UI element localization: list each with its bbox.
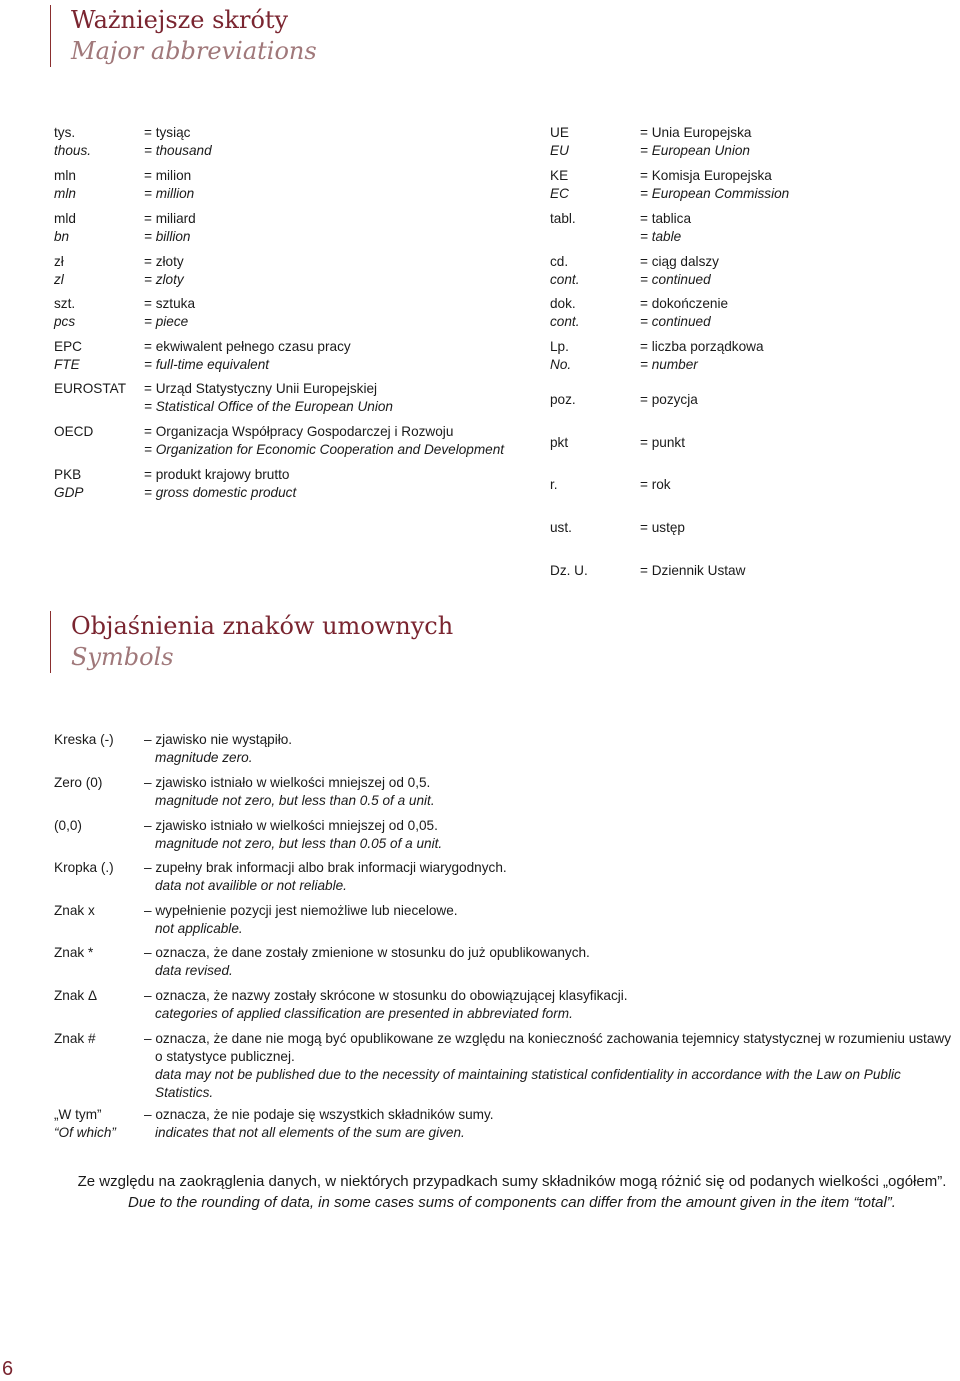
page-number: 6 xyxy=(2,1358,14,1380)
definition-pl: = Unia Europejska xyxy=(640,125,752,140)
abbr-pl: OECD xyxy=(54,424,94,439)
definition-en: = European Commission xyxy=(640,186,790,201)
definition-pl: = Urząd Statystyczny Unii Europejskiej xyxy=(144,381,378,396)
symbol-description-en: magnitude not zero, but less than 0.05 of a unit. xyxy=(155,836,443,851)
symbol-code: Kropka (.) xyxy=(54,860,114,875)
symbol-description-pl: – oznacza, że dane nie mogą być opublikowane ze względu na konieczność zachowania tejemnicy statystycznej w rozumieniu ustawy xyxy=(144,1031,951,1046)
definition-en: = thousand xyxy=(144,143,212,158)
abbr-pl: EPC xyxy=(54,339,82,354)
abbr-en: GDP xyxy=(54,485,84,500)
symbol-code: Znak Δ xyxy=(54,988,98,1003)
definition-pl: = ekwiwalent pełnego czasu pracy xyxy=(144,339,351,354)
abbr-pl: dok. xyxy=(550,296,576,311)
definition-en: = piece xyxy=(144,314,189,329)
abbr-pl: tabl. xyxy=(550,211,576,226)
definition-en: = European Union xyxy=(640,143,750,158)
definition-pl: = milion xyxy=(144,168,192,183)
definition-pl: = punkt xyxy=(640,435,685,450)
symbol-description-pl: – zjawisko istniało w wielkości mniejszej od 0,5. xyxy=(144,775,431,790)
symbol-description-pl: – zupełny brak informacji albo brak informacji wiarygodnych. xyxy=(144,860,507,875)
symbol-code: Znak # xyxy=(54,1031,96,1046)
definition-pl: = Dziennik Ustaw xyxy=(640,563,746,578)
symbol-description-pl: – zjawisko istniało w wielkości mniejszej od 0,05. xyxy=(144,818,438,833)
symbols-title-pl: Objaśnienia znaków umownych xyxy=(71,612,454,640)
abbr-pl: cd. xyxy=(550,254,569,269)
abbr-pl: tys. xyxy=(54,125,76,140)
symbol-description-en: data not availible or not reliable. xyxy=(155,878,347,893)
symbols-title-en: Symbols xyxy=(71,643,174,671)
abbr-pl: r. xyxy=(550,477,558,492)
abbr-en: cont. xyxy=(550,272,580,287)
symbol-description-pl: – zjawisko nie wystąpiło. xyxy=(144,732,293,747)
symbol-code: (0,0) xyxy=(54,818,82,833)
abbr-pl: UE xyxy=(550,125,569,140)
symbol-description-en-continued: Statistics. xyxy=(155,1085,214,1100)
abbr-pl: ust. xyxy=(550,520,572,535)
abbr-en: bn xyxy=(54,229,70,244)
symbol-description-en: magnitude zero. xyxy=(155,750,253,765)
definition-en: = full-time equivalent xyxy=(144,357,270,372)
symbol-description-pl: – wypełnienie pozycji jest niemożliwe lub niecelowe. xyxy=(144,903,458,918)
symbol-description-pl: – oznacza, że nie podaje się wszystkich składników sumy. xyxy=(144,1107,494,1122)
footnote-en: Due to the rounding of data, in some cases sums of components can differ from the amount given in the item “total”. xyxy=(128,1194,896,1211)
abbr-en: EC xyxy=(550,186,569,201)
definition-pl: = złoty xyxy=(144,254,184,269)
definition-pl: = Komisja Europejska xyxy=(640,168,772,183)
definition-en: = million xyxy=(144,186,195,201)
abbr-pl: mln xyxy=(54,168,76,183)
definition-pl: = produkt krajowy brutto xyxy=(144,467,290,482)
symbol-description-pl: – oznacza, że nazwy zostały skrócone w stosunku do obowiązującej klasyfikacji. xyxy=(144,988,628,1003)
symbol-description-en: magnitude not zero, but less than 0.5 of a unit. xyxy=(155,793,435,808)
abbr-en: FTE xyxy=(54,357,80,372)
symbol-code: Znak * xyxy=(54,945,94,960)
symbol-description-en: not applicable. xyxy=(155,921,243,936)
symbol-description-pl: – oznacza, że dane zostały zmienione w stosunku do już opublikowanych. xyxy=(144,945,590,960)
symbol-code: „W tym” xyxy=(54,1107,102,1122)
symbol-description-en: indicates that not all elements of the sum are given. xyxy=(155,1125,465,1140)
definition-pl: = tablica xyxy=(640,211,692,226)
abbr-pl: Dz. U. xyxy=(550,563,588,578)
symbol-code: Kreska (-) xyxy=(54,732,114,747)
footnote-pl: Ze względu na zaokrąglenia danych, w niektórych przypadkach sumy składników mogą różnić się od podanych wielkości „ogółem”. xyxy=(77,1173,947,1190)
abbr-pl: zł xyxy=(54,254,64,269)
definition-pl: = rok xyxy=(640,477,671,492)
definition-en: = continued xyxy=(640,314,711,329)
definition-en: = Organization for Economic Cooperation and Development xyxy=(144,442,505,457)
definition-pl: = tysiąc xyxy=(144,125,191,140)
symbols-heading xyxy=(50,611,453,673)
definition-pl: = pozycja xyxy=(640,392,698,407)
abbr-pl: PKB xyxy=(54,467,82,482)
abbreviations-heading xyxy=(50,5,317,67)
abbr-pl: poz. xyxy=(550,392,576,407)
definition-pl: = sztuka xyxy=(144,296,196,311)
symbol-description-pl-continued: o statystyce publicznej. xyxy=(155,1049,295,1064)
definition-en: = billion xyxy=(144,229,191,244)
definition-en: = zloty xyxy=(144,272,184,287)
abbr-en: EU xyxy=(550,143,569,158)
symbol-code: Zero (0) xyxy=(54,775,103,790)
rounding-footnote xyxy=(0,1171,960,1213)
abbr-en: No. xyxy=(550,357,572,372)
abbr-pl: EUROSTAT xyxy=(54,381,126,396)
definition-pl: = liczba porządkowa xyxy=(640,339,764,354)
abbr-en: cont. xyxy=(550,314,580,329)
abbr-pl: mld xyxy=(54,211,76,226)
abbr-en: mln xyxy=(54,186,76,201)
definition-en: = table xyxy=(640,229,682,244)
abbr-pl: Lp. xyxy=(550,339,569,354)
abbr-en: zl xyxy=(54,272,64,287)
definition-en: = number xyxy=(640,357,698,372)
definition-en: = Statistical Office of the European Union xyxy=(144,399,393,414)
abbr-en: thous. xyxy=(54,143,92,158)
abbr-pl: pkt xyxy=(550,435,569,450)
abbr-en: pcs xyxy=(54,314,76,329)
definition-en: = gross domestic product xyxy=(144,485,297,500)
symbol-description-en: data revised. xyxy=(155,963,233,978)
symbol-description-en: categories of applied classification are presented in abbreviated form. xyxy=(155,1006,573,1021)
symbol-description-en: data may not be published due to the necessity of maintaining statistical confidentiality in accordance with the Law on Public xyxy=(155,1067,901,1082)
definition-pl: = miliard xyxy=(144,211,196,226)
definition-pl: = ustęp xyxy=(640,520,685,535)
symbol-code-en: “Of which” xyxy=(54,1125,116,1140)
symbol-code: Znak x xyxy=(54,903,95,918)
definition-pl: = ciąg dalszy xyxy=(640,254,719,269)
definition-en: = continued xyxy=(640,272,711,287)
abbr-pl: szt. xyxy=(54,296,76,311)
definition-pl: = Organizacja Współpracy Gospodarczej i Rozwoju xyxy=(144,424,454,439)
abbreviations-title-pl: Ważniejsze skróty xyxy=(71,6,289,34)
definition-pl: = dokończenie xyxy=(640,296,729,311)
abbr-pl: KE xyxy=(550,168,569,183)
abbreviations-title-en: Major abbreviations xyxy=(71,37,317,65)
